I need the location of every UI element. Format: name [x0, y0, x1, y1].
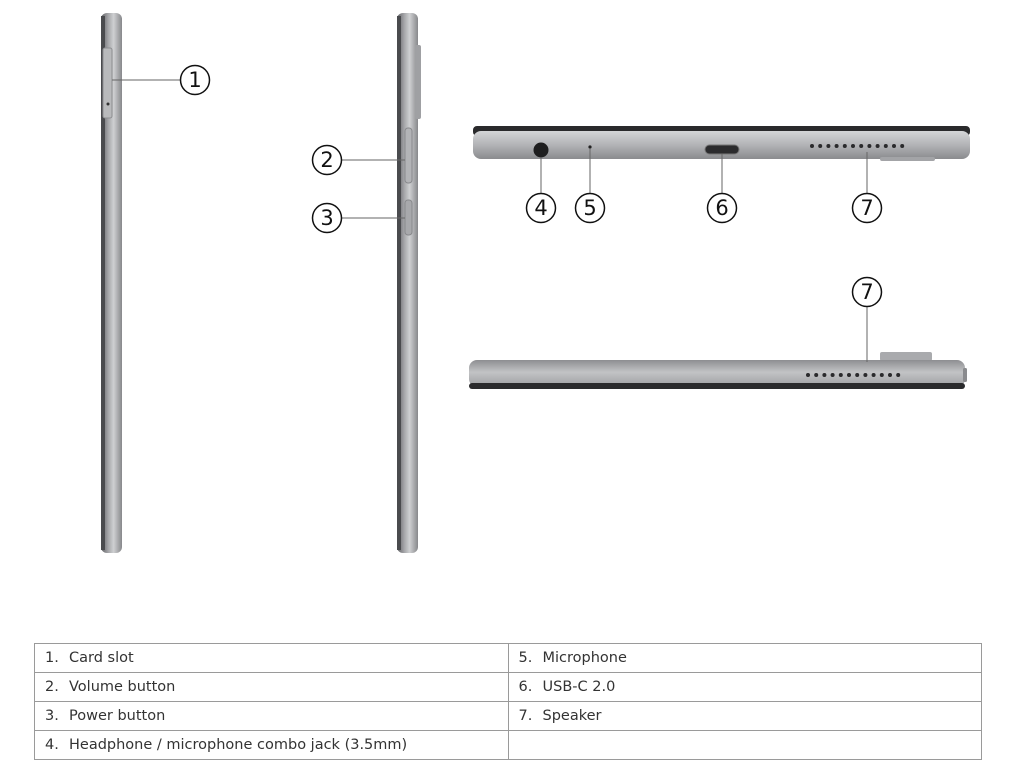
callout-5 [576, 194, 605, 223]
top-edge-side-button [963, 368, 967, 382]
usb-c-port [705, 145, 739, 154]
callout-7a-number: 7 [860, 196, 874, 220]
legend-number: 2. [45, 679, 59, 695]
legend-number: 6. [518, 679, 533, 695]
legend-cell [35, 702, 509, 731]
callout-2-number: 2 [320, 148, 334, 172]
speaker-hole [835, 144, 839, 148]
card-slot [103, 48, 112, 118]
callout-3-number: 3 [320, 206, 334, 230]
legend-number: 1. [45, 650, 59, 666]
callout-6 [708, 194, 737, 223]
legend-label: Headphone / microphone combo jack (3.5mm) [69, 737, 408, 753]
speaker-hole [859, 144, 863, 148]
legend-label: Volume button [69, 679, 176, 695]
legend-label: Microphone [542, 650, 627, 666]
speaker-hole [831, 373, 835, 377]
tablet-top-edge-view [469, 352, 967, 389]
speaker-hole [855, 373, 859, 377]
legend-cell [35, 673, 509, 702]
legend-cell [508, 731, 982, 760]
microphone-hole [588, 145, 591, 148]
legend-cell [35, 644, 509, 673]
top-edge-screen [469, 383, 965, 389]
speaker-hole [843, 144, 847, 148]
speaker-hole [872, 373, 876, 377]
top-edge-camera-bump [880, 352, 932, 361]
legend-number: 3. [45, 708, 59, 724]
tablet-right-screen-edge [397, 16, 401, 550]
legend-number: 7. [518, 708, 533, 724]
speaker-hole [867, 144, 871, 148]
legend-row [35, 644, 982, 673]
camera-bump [415, 45, 421, 119]
callout-4 [527, 194, 556, 223]
card-slot-pin-hole [107, 103, 110, 106]
legend-row [35, 702, 982, 731]
legend-row [35, 673, 982, 702]
speaker-hole [839, 373, 843, 377]
legend-cell [508, 673, 982, 702]
callout-1 [181, 66, 210, 95]
callout-7-bottom-edge [853, 194, 882, 223]
speaker-hole [818, 144, 822, 148]
callout-2 [313, 146, 342, 175]
legend-label: Power button [69, 708, 166, 724]
speaker-hole [810, 144, 814, 148]
legend-cell [35, 731, 509, 760]
speaker-hole [847, 373, 851, 377]
legend-label: USB-C 2.0 [542, 679, 616, 695]
legend-number: 4. [45, 737, 59, 753]
speaker-hole [822, 373, 826, 377]
legend-label: Speaker [542, 708, 602, 724]
callout-3 [313, 204, 342, 233]
speaker-hole [880, 373, 884, 377]
legend-cell [508, 702, 982, 731]
callout-4-number: 4 [534, 196, 548, 220]
bottom-edge-camera-bump [880, 157, 935, 161]
legend-row [35, 731, 982, 760]
headphone-jack [534, 143, 549, 158]
volume-button [405, 128, 412, 183]
legend-label: Card slot [69, 650, 134, 666]
speaker-hole [863, 373, 867, 377]
legend-table [34, 643, 982, 760]
callout-1-number: 1 [188, 68, 202, 92]
callout-6-number: 6 [715, 196, 729, 220]
speaker-hole [814, 373, 818, 377]
speaker-hole [876, 144, 880, 148]
speaker-hole [896, 373, 900, 377]
speaker-hole [888, 373, 892, 377]
speaker-hole [806, 373, 810, 377]
tablet-left-side-view [101, 13, 122, 553]
speaker-hole [900, 144, 904, 148]
callout-5-number: 5 [583, 196, 597, 220]
speaker-hole [884, 144, 888, 148]
speaker-hole [892, 144, 896, 148]
power-button [405, 200, 412, 235]
leader-lines [112, 80, 867, 362]
legend-cell [508, 644, 982, 673]
legend-number: 5. [518, 650, 533, 666]
tablet-right-side-view [397, 13, 421, 553]
speaker-hole [851, 144, 855, 148]
speaker-hole [826, 144, 830, 148]
callout-7-top-edge [853, 278, 882, 307]
callout-7b-number: 7 [860, 280, 874, 304]
